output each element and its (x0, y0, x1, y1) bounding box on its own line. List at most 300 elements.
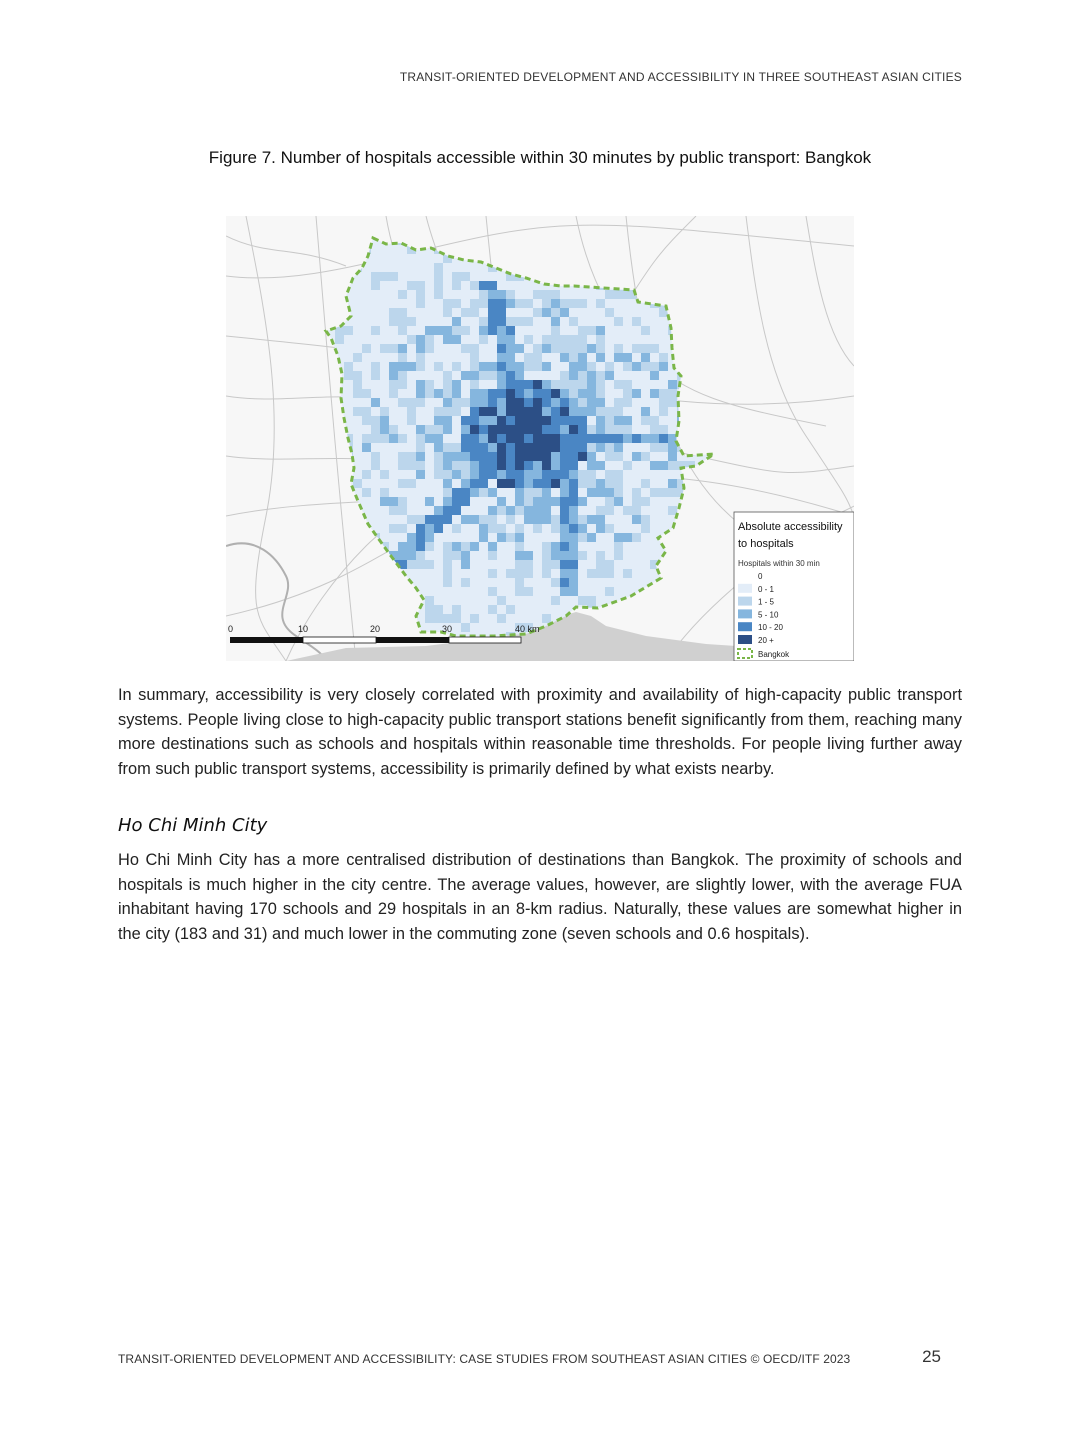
grid-cell (533, 416, 542, 425)
grid-cell (533, 524, 542, 533)
grid-cell (362, 443, 371, 452)
grid-cell (515, 524, 524, 533)
grid-cell (650, 488, 659, 497)
grid-cell (443, 542, 452, 551)
grid-cell (650, 443, 659, 452)
grid-cell (443, 497, 452, 506)
grid-cell (362, 416, 371, 425)
grid-cell (416, 335, 425, 344)
grid-cell (596, 461, 605, 470)
grid-cell (416, 353, 425, 362)
grid-cell (659, 461, 668, 470)
grid-cell (488, 407, 497, 416)
scale-tick-0: 0 (228, 624, 234, 634)
grid-cell (497, 434, 506, 443)
legend-title-line1: Absolute accessibility (738, 521, 843, 533)
grid-cell (560, 506, 569, 515)
grid-cell (569, 470, 578, 479)
grid-cell (623, 416, 632, 425)
grid-cell (578, 326, 587, 335)
grid-cell (569, 416, 578, 425)
grid-cell (461, 623, 470, 632)
grid-cell (389, 434, 398, 443)
grid-cell (524, 488, 533, 497)
grid-cell (533, 479, 542, 488)
grid-cell (470, 452, 479, 461)
grid-cell (569, 299, 578, 308)
grid-cell (398, 308, 407, 317)
grid-cell (488, 506, 497, 515)
grid-cell (452, 317, 461, 326)
map-legend (734, 512, 854, 661)
grid-cell (551, 578, 560, 587)
grid-cell (596, 326, 605, 335)
legend-class-label: 0 - 1 (758, 584, 775, 594)
grid-cell (560, 335, 569, 344)
grid-cell (398, 542, 407, 551)
grid-cell (506, 479, 515, 488)
grid-cell (587, 425, 596, 434)
grid-cell (452, 488, 461, 497)
grid-cell (533, 407, 542, 416)
grid-cell (470, 380, 479, 389)
grid-cell (542, 362, 551, 371)
grid-cell (416, 560, 425, 569)
grid-cell (524, 515, 533, 524)
grid-cell (380, 416, 389, 425)
grid-cell (398, 371, 407, 380)
grid-cell (515, 542, 524, 551)
grid-cell (452, 506, 461, 515)
grid-cell (380, 434, 389, 443)
grid-cell (470, 488, 479, 497)
grid-cell (578, 551, 587, 560)
grid-cell (578, 479, 587, 488)
grid-cell (506, 425, 515, 434)
bangkok-accessibility-map (226, 216, 854, 661)
grid-cell (569, 398, 578, 407)
grid-cell (578, 452, 587, 461)
grid-cell (560, 587, 569, 596)
grid-cell (623, 362, 632, 371)
grid-cell (497, 533, 506, 542)
grid-cell (470, 389, 479, 398)
grid-cell (632, 515, 641, 524)
grid-cell (614, 317, 623, 326)
legend-class-label: 10 - 20 (758, 623, 783, 633)
grid-cell (497, 299, 506, 308)
grid-cell (542, 416, 551, 425)
grid-cell (425, 497, 434, 506)
grid-cell (461, 551, 470, 560)
grid-cell (587, 443, 596, 452)
grid-cell (659, 443, 668, 452)
grid-cell (605, 497, 614, 506)
legend-subtitle: Hospitals within 30 min (738, 559, 820, 568)
grid-cell (371, 398, 380, 407)
grid-cell (542, 380, 551, 389)
legend-class-label: 5 - 10 (758, 610, 779, 620)
grid-cell (551, 497, 560, 506)
grid-cell (533, 461, 542, 470)
grid-cell (470, 479, 479, 488)
grid-cell (416, 344, 425, 353)
grid-cell (434, 326, 443, 335)
grid-cell (596, 398, 605, 407)
grid-cell (560, 461, 569, 470)
grid-cell (371, 281, 380, 290)
grid-cell (353, 371, 362, 380)
grid-cell (560, 560, 569, 569)
grid-cell (425, 614, 434, 623)
grid-cell (524, 587, 533, 596)
grid-cell (479, 407, 488, 416)
grid-cell (668, 506, 677, 515)
legend-swatch (738, 635, 752, 644)
grid-cell (569, 542, 578, 551)
grid-cell (479, 398, 488, 407)
grid-cell (524, 479, 533, 488)
grid-cell (560, 569, 569, 578)
grid-cell (524, 443, 533, 452)
grid-cell (569, 488, 578, 497)
grid-cell (443, 470, 452, 479)
grid-cell (506, 362, 515, 371)
grid-cell (542, 308, 551, 317)
grid-cell (371, 452, 380, 461)
grid-cell (542, 614, 551, 623)
grid-cell (470, 542, 479, 551)
grid-cell (641, 515, 650, 524)
grid-cell (362, 407, 371, 416)
grid-cell (452, 326, 461, 335)
grid-cell (515, 434, 524, 443)
grid-cell (470, 470, 479, 479)
grid-cell (353, 389, 362, 398)
grid-cell (569, 362, 578, 371)
grid-cell (479, 425, 488, 434)
grid-cell (506, 335, 515, 344)
grid-cell (578, 398, 587, 407)
grid-cell (362, 470, 371, 479)
grid-cell (641, 452, 650, 461)
grid-cell (443, 299, 452, 308)
grid-cell (515, 506, 524, 515)
grid-cell (443, 488, 452, 497)
grid-cell (488, 326, 497, 335)
grid-cell (542, 560, 551, 569)
grid-cell (533, 389, 542, 398)
grid-cell (479, 389, 488, 398)
grid-cell (515, 479, 524, 488)
grid-cell (506, 299, 515, 308)
grid-cell (479, 470, 488, 479)
grid-cell (569, 335, 578, 344)
grid-cell (542, 551, 551, 560)
grid-cell (632, 488, 641, 497)
grid-cell (416, 551, 425, 560)
grid-cell (389, 524, 398, 533)
grid-cell (398, 326, 407, 335)
grid-cell (560, 380, 569, 389)
grid-cell (497, 506, 506, 515)
grid-cell (461, 497, 470, 506)
grid-cell (560, 470, 569, 479)
grid-cell (398, 506, 407, 515)
grid-cell (641, 362, 650, 371)
legend-boundary-label: Bangkok (758, 650, 790, 659)
grid-cell (452, 542, 461, 551)
grid-cell (344, 362, 353, 371)
grid-cell (434, 452, 443, 461)
grid-cell (515, 443, 524, 452)
grid-cell (425, 515, 434, 524)
grid-cell (479, 533, 488, 542)
grid-cell (407, 515, 416, 524)
grid-cell (371, 326, 380, 335)
grid-cell (515, 416, 524, 425)
grid-cell (479, 326, 488, 335)
grid-cell (524, 407, 533, 416)
grid-cell (578, 389, 587, 398)
grid-cell (506, 353, 515, 362)
grid-cell (614, 425, 623, 434)
grid-cell (452, 335, 461, 344)
grid-cell (560, 371, 569, 380)
grid-cell (407, 452, 416, 461)
grid-cell (542, 299, 551, 308)
grid-cell (425, 335, 434, 344)
grid-cell (407, 461, 416, 470)
grid-cell (605, 371, 614, 380)
grid-cell (443, 551, 452, 560)
grid-cell (506, 569, 515, 578)
grid-cell (434, 443, 443, 452)
grid-cell (560, 398, 569, 407)
grid-cell (425, 434, 434, 443)
grid-cell (488, 461, 497, 470)
grid-cell (515, 488, 524, 497)
grid-cell (569, 407, 578, 416)
grid-cell (488, 488, 497, 497)
grid-cell (569, 551, 578, 560)
grid-cell (641, 344, 650, 353)
grid-cell (506, 326, 515, 335)
grid-cell (632, 497, 641, 506)
grid-cell (479, 416, 488, 425)
grid-cell (524, 470, 533, 479)
grid-cell (587, 362, 596, 371)
grid-cell (596, 524, 605, 533)
grid-cell (416, 290, 425, 299)
grid-cell (407, 560, 416, 569)
grid-cell (452, 407, 461, 416)
grid-cell (443, 425, 452, 434)
grid-cell (515, 551, 524, 560)
grid-cell (461, 452, 470, 461)
grid-cell (497, 371, 506, 380)
grid-cell (650, 434, 659, 443)
grid-cell (470, 416, 479, 425)
grid-cell (524, 551, 533, 560)
grid-cell (569, 497, 578, 506)
grid-cell (452, 605, 461, 614)
scale-tick-10: 10 (298, 624, 309, 634)
grid-cell (515, 371, 524, 380)
grid-cell (569, 587, 578, 596)
grid-cell (614, 443, 623, 452)
grid-cell (560, 578, 569, 587)
grid-cell (497, 524, 506, 533)
grid-cell (605, 452, 614, 461)
grid-cell (353, 407, 362, 416)
grid-cell (488, 389, 497, 398)
grid-cell (659, 362, 668, 371)
grid-cell (542, 497, 551, 506)
grid-cell (551, 524, 560, 533)
grid-cell (551, 551, 560, 560)
grid-cell (515, 587, 524, 596)
grid-cell (560, 479, 569, 488)
grid-cell (434, 281, 443, 290)
grid-cell (596, 335, 605, 344)
grid-cell (587, 488, 596, 497)
grid-cell (560, 344, 569, 353)
grid-cell (443, 560, 452, 569)
grid-cell (623, 506, 632, 515)
grid-cell (605, 407, 614, 416)
grid-cell (479, 335, 488, 344)
grid-cell (650, 344, 659, 353)
grid-cell (551, 434, 560, 443)
grid-cell (479, 461, 488, 470)
grid-cell (533, 380, 542, 389)
grid-cell (623, 380, 632, 389)
grid-cell (614, 497, 623, 506)
grid-cell (524, 362, 533, 371)
grid-cell (524, 434, 533, 443)
grid-cell (434, 416, 443, 425)
grid-cell (380, 425, 389, 434)
grid-cell (461, 272, 470, 281)
grid-cell (524, 569, 533, 578)
grid-cell (416, 443, 425, 452)
grid-cell (560, 353, 569, 362)
grid-cell (506, 407, 515, 416)
grid-cell (551, 308, 560, 317)
grid-cell (362, 434, 371, 443)
grid-cell (506, 443, 515, 452)
grid-cell (506, 506, 515, 515)
grid-cell (569, 578, 578, 587)
grid-cell (542, 335, 551, 344)
grid-cell (380, 344, 389, 353)
grid-cell (443, 335, 452, 344)
grid-cell (371, 425, 380, 434)
grid-cell (587, 344, 596, 353)
grid-cell (434, 290, 443, 299)
grid-cell (551, 542, 560, 551)
grid-cell (641, 434, 650, 443)
grid-cell (407, 551, 416, 560)
grid-cell (398, 434, 407, 443)
grid-cell (416, 515, 425, 524)
grid-cell (596, 407, 605, 416)
grid-cell (668, 488, 677, 497)
grid-cell (515, 533, 524, 542)
grid-cell (461, 371, 470, 380)
grid-cell (614, 344, 623, 353)
grid-cell (596, 479, 605, 488)
grid-cell (641, 407, 650, 416)
grid-cell (479, 515, 488, 524)
grid-cell (497, 596, 506, 605)
grid-cell (542, 398, 551, 407)
grid-cell (371, 416, 380, 425)
grid-cell (632, 317, 641, 326)
grid-cell (443, 389, 452, 398)
grid-cell (398, 479, 407, 488)
grid-cell (605, 443, 614, 452)
grid-cell (524, 380, 533, 389)
grid-cell (569, 434, 578, 443)
grid-cell (398, 290, 407, 299)
grid-cell (542, 434, 551, 443)
grid-cell (596, 488, 605, 497)
grid-cell (551, 398, 560, 407)
grid-cell (398, 344, 407, 353)
grid-cell (434, 605, 443, 614)
grid-cell (488, 515, 497, 524)
grid-cell (371, 371, 380, 380)
grid-cell (560, 551, 569, 560)
grid-cell (551, 299, 560, 308)
grid-cell (488, 434, 497, 443)
grid-cell (551, 452, 560, 461)
grid-cell (641, 479, 650, 488)
grid-cell (587, 452, 596, 461)
grid-cell (551, 425, 560, 434)
grid-cell (551, 389, 560, 398)
scale-tick-20: 20 (370, 624, 381, 634)
grid-cell (569, 524, 578, 533)
grid-cell (452, 389, 461, 398)
grid-cell (416, 542, 425, 551)
grid-cell (443, 569, 452, 578)
legend-swatch (738, 597, 752, 606)
grid-cell (425, 560, 434, 569)
grid-cell (488, 299, 497, 308)
grid-cell (551, 470, 560, 479)
grid-cell (533, 497, 542, 506)
grid-cell (524, 416, 533, 425)
legend-class-label: 0 (758, 572, 763, 581)
grid-cell (488, 317, 497, 326)
grid-cell (497, 461, 506, 470)
grid-cell (506, 290, 515, 299)
grid-cell (551, 335, 560, 344)
grid-cell (416, 380, 425, 389)
grid-cell (614, 488, 623, 497)
grid-cell (443, 398, 452, 407)
grid-cell (587, 434, 596, 443)
grid-cell (479, 524, 488, 533)
grid-cell (515, 578, 524, 587)
grid-cell (578, 443, 587, 452)
grid-cell (389, 380, 398, 389)
legend-swatch (738, 622, 752, 631)
grid-cell (614, 380, 623, 389)
